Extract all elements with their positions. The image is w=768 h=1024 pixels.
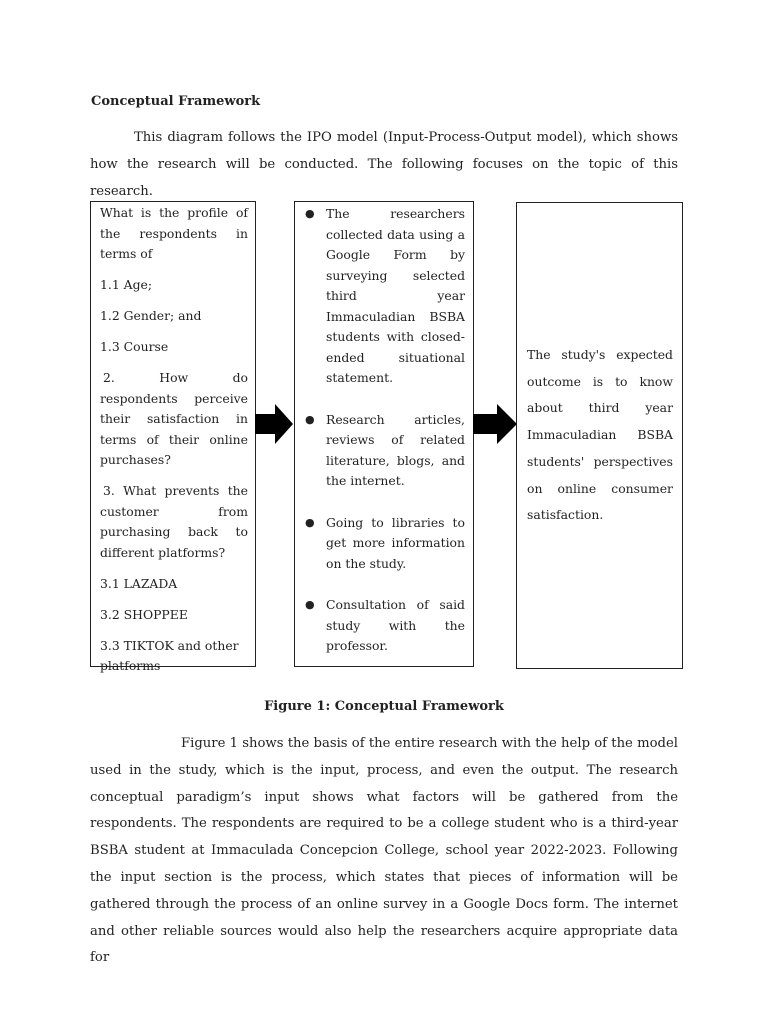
output-text: The study's expected outcome is to know about third year Immaculadian BSBA students' perspectives on online consumer satisfaction. <box>527 346 673 523</box>
process-item <box>302 513 465 575</box>
input-question-2: 2. How do respondents perceive their satisfaction in terms of their online purchases? <box>100 370 248 467</box>
input-question-3: 3. What prevents the customer from purchasing back to different platforms? <box>100 483 248 560</box>
figure-caption: Figure 1: Conceptual Framework <box>264 699 504 714</box>
bullet-icon: ● <box>305 598 315 611</box>
bullet-icon: ● <box>305 515 315 529</box>
input-question-1: What is the profile of the respondents in terms of <box>100 205 248 261</box>
process-item <box>302 204 465 389</box>
input-item-shoppee: 3.2 SHOPPEE <box>100 606 188 622</box>
body-paragraph: Figure 1 shows the basis of the entire research with the help of the model used in the study, which is the input, process, and even the output. The research conceptual paradigm’s input shows what factors will be gathered from the respondents. The respondents are required to be a college student who is a third-year BSBA student at Immaculada Concepcion College, school year 2022-2023. Following the input section is the process, which states that pieces of information will be gathered through the process of an online survey in a Google Docs form. The internet and other reliable sources would also help the researchers acquire appropriate data for <box>90 736 678 966</box>
process-item <box>302 595 465 657</box>
process-item-text: Going to libraries to get more information on the study. <box>326 514 465 571</box>
input-item-gender: 1.2 Gender; and <box>100 308 202 323</box>
input-item-tiktok: 3.3 TIKTOK and other platforms <box>100 637 239 673</box>
process-list <box>302 204 465 657</box>
right-arrow-icon <box>255 404 293 444</box>
bullet-icon: ● <box>305 412 315 426</box>
input-item-lazada: 3.1 LAZADA <box>100 575 178 591</box>
process-box <box>294 201 474 667</box>
input-item-course: 1.3 Course <box>100 339 169 354</box>
output-box <box>516 202 683 669</box>
process-item-text: Research articles, reviews of related literature, blogs, and the internet. <box>326 411 465 488</box>
input-item-age: 1.1 Age; <box>100 277 153 292</box>
input-box <box>90 201 256 673</box>
intro-paragraph: This diagram follows the IPO model (Input-Process-Output model), which shows how the research will be conducted. The following focuses on the topic of this research. <box>90 130 678 199</box>
right-arrow-icon <box>473 404 517 444</box>
process-item-text: The researchers collected data using a Google Form by surveying selected third year Immaculadian BSBA students with closed-ended situational statement. <box>326 206 465 385</box>
section-heading: Conceptual Framework <box>91 94 261 109</box>
bullet-icon: ● <box>305 207 315 220</box>
process-item-text: Consultation of said study with the professor. <box>326 597 465 653</box>
process-item <box>302 410 465 492</box>
